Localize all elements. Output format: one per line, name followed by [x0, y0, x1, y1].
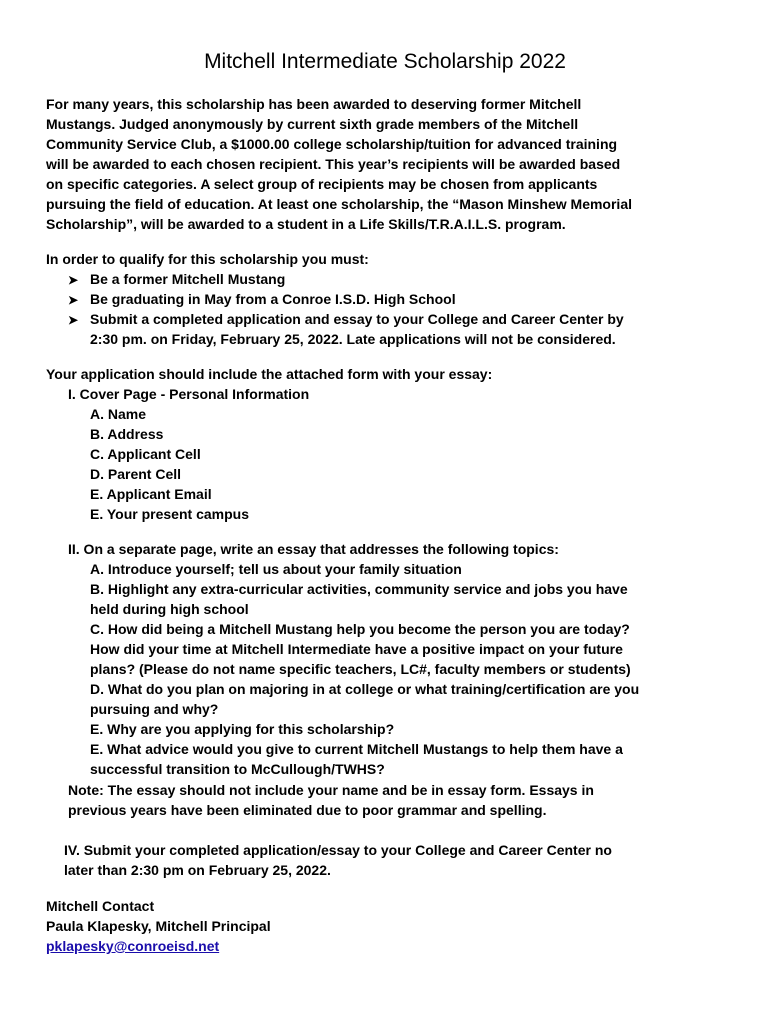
essay-topic-line: E. Why are you applying for this scholarship? [90, 721, 395, 737]
essay-topic-line: A. Introduce yourself; tell us about your family situation [90, 561, 462, 577]
section-1-item: C. Applicant Cell [90, 446, 201, 462]
contact-name: Paula Klapesky, Mitchell Principal [46, 918, 271, 934]
qualify-item-text: Be a former Mitchell Mustang [90, 271, 286, 287]
contact-email-link[interactable]: pklapesky@conroeisd.net [46, 938, 220, 954]
arrowhead-bullet-icon: ➤ [68, 273, 79, 287]
arrowhead-bullet-icon: ➤ [68, 313, 79, 327]
essay-topic-line: successful transition to McCullough/TWHS? [90, 761, 385, 777]
section-2-label: II. On a separate page, write an essay that addresses the following topics: [68, 541, 559, 557]
contact-heading: Mitchell Contact [46, 898, 155, 914]
essay-topic-line: plans? (Please do not name specific teachers, LC#, faculty members or students) [90, 661, 631, 677]
essay-topic-line: E. What advice would you give to current Mitchell Mustangs to help them have a [90, 741, 623, 757]
application-heading: Your application should include the attached form with your essay: [46, 366, 493, 382]
section-1-item: E. Your present campus [90, 506, 249, 522]
intro-line: on specific categories. A select group of recipients may be chosen from applicants [46, 176, 598, 192]
essay-topic-line: D. What do you plan on majoring in at college or what training/certification are you [90, 681, 640, 697]
note-line: Note: The essay should not include your name and be in essay form. Essays in [68, 782, 594, 798]
section-1-item: E. Applicant Email [90, 486, 212, 502]
intro-line: For many years, this scholarship has been awarded to deserving former Mitchell [46, 96, 582, 112]
intro-line: pursuing the field of education. At least one scholarship, the “Mason Minshew Memorial [46, 196, 632, 212]
intro-line: Community Service Club, a $1000.00 college scholarship/tuition for advanced training [46, 136, 618, 152]
essay-topic-line: C. How did being a Mitchell Mustang help you become the person you are today? [90, 621, 630, 637]
note-line: previous years have been eliminated due to poor grammar and spelling. [68, 802, 547, 818]
arrowhead-bullet-icon: ➤ [68, 293, 79, 307]
page-title: Mitchell Intermediate Scholarship 2022 [204, 50, 566, 73]
section-4-line: later than 2:30 pm on February 25, 2022. [64, 862, 331, 878]
essay-topic-line: How did your time at Mitchell Intermediate have a positive impact on your future [90, 641, 623, 657]
qualify-item [68, 269, 285, 290]
section-1-item: D. Parent Cell [90, 466, 182, 482]
section-4-line: IV. Submit your completed application/essay to your College and Career Center no [64, 842, 612, 858]
qualify-item-text: Be graduating in May from a Conroe I.S.D. High School [90, 291, 456, 307]
essay-topic-line: held during high school [90, 601, 249, 617]
intro-line: Scholarship”, will be awarded to a student in a Life Skills/T.R.A.I.L.S. program. [46, 216, 566, 232]
qualify-heading: In order to qualify for this scholarship you must: [46, 251, 369, 267]
intro-line: will be awarded to each chosen recipient. This year’s recipients will be awarded based [46, 156, 621, 172]
section-1-label: I. Cover Page - Personal Information [68, 386, 310, 402]
intro-line: Mustangs. Judged anonymously by current sixth grade members of the Mitchell [46, 116, 579, 132]
section-1-item: A. Name [90, 406, 147, 422]
qualify-item [68, 289, 456, 310]
qualify-item [68, 309, 624, 330]
qualify-item-text: Submit a completed application and essay to your College and Career Center by [90, 311, 624, 327]
essay-topic-line: pursuing and why? [90, 701, 219, 717]
qualify-item-continuation: 2:30 pm. on Friday, February 25, 2022. Late applications will not be considered. [90, 331, 616, 347]
section-1-item: B. Address [90, 426, 164, 442]
essay-topic-line: B. Highlight any extra-curricular activities, community service and jobs you have [90, 581, 628, 597]
